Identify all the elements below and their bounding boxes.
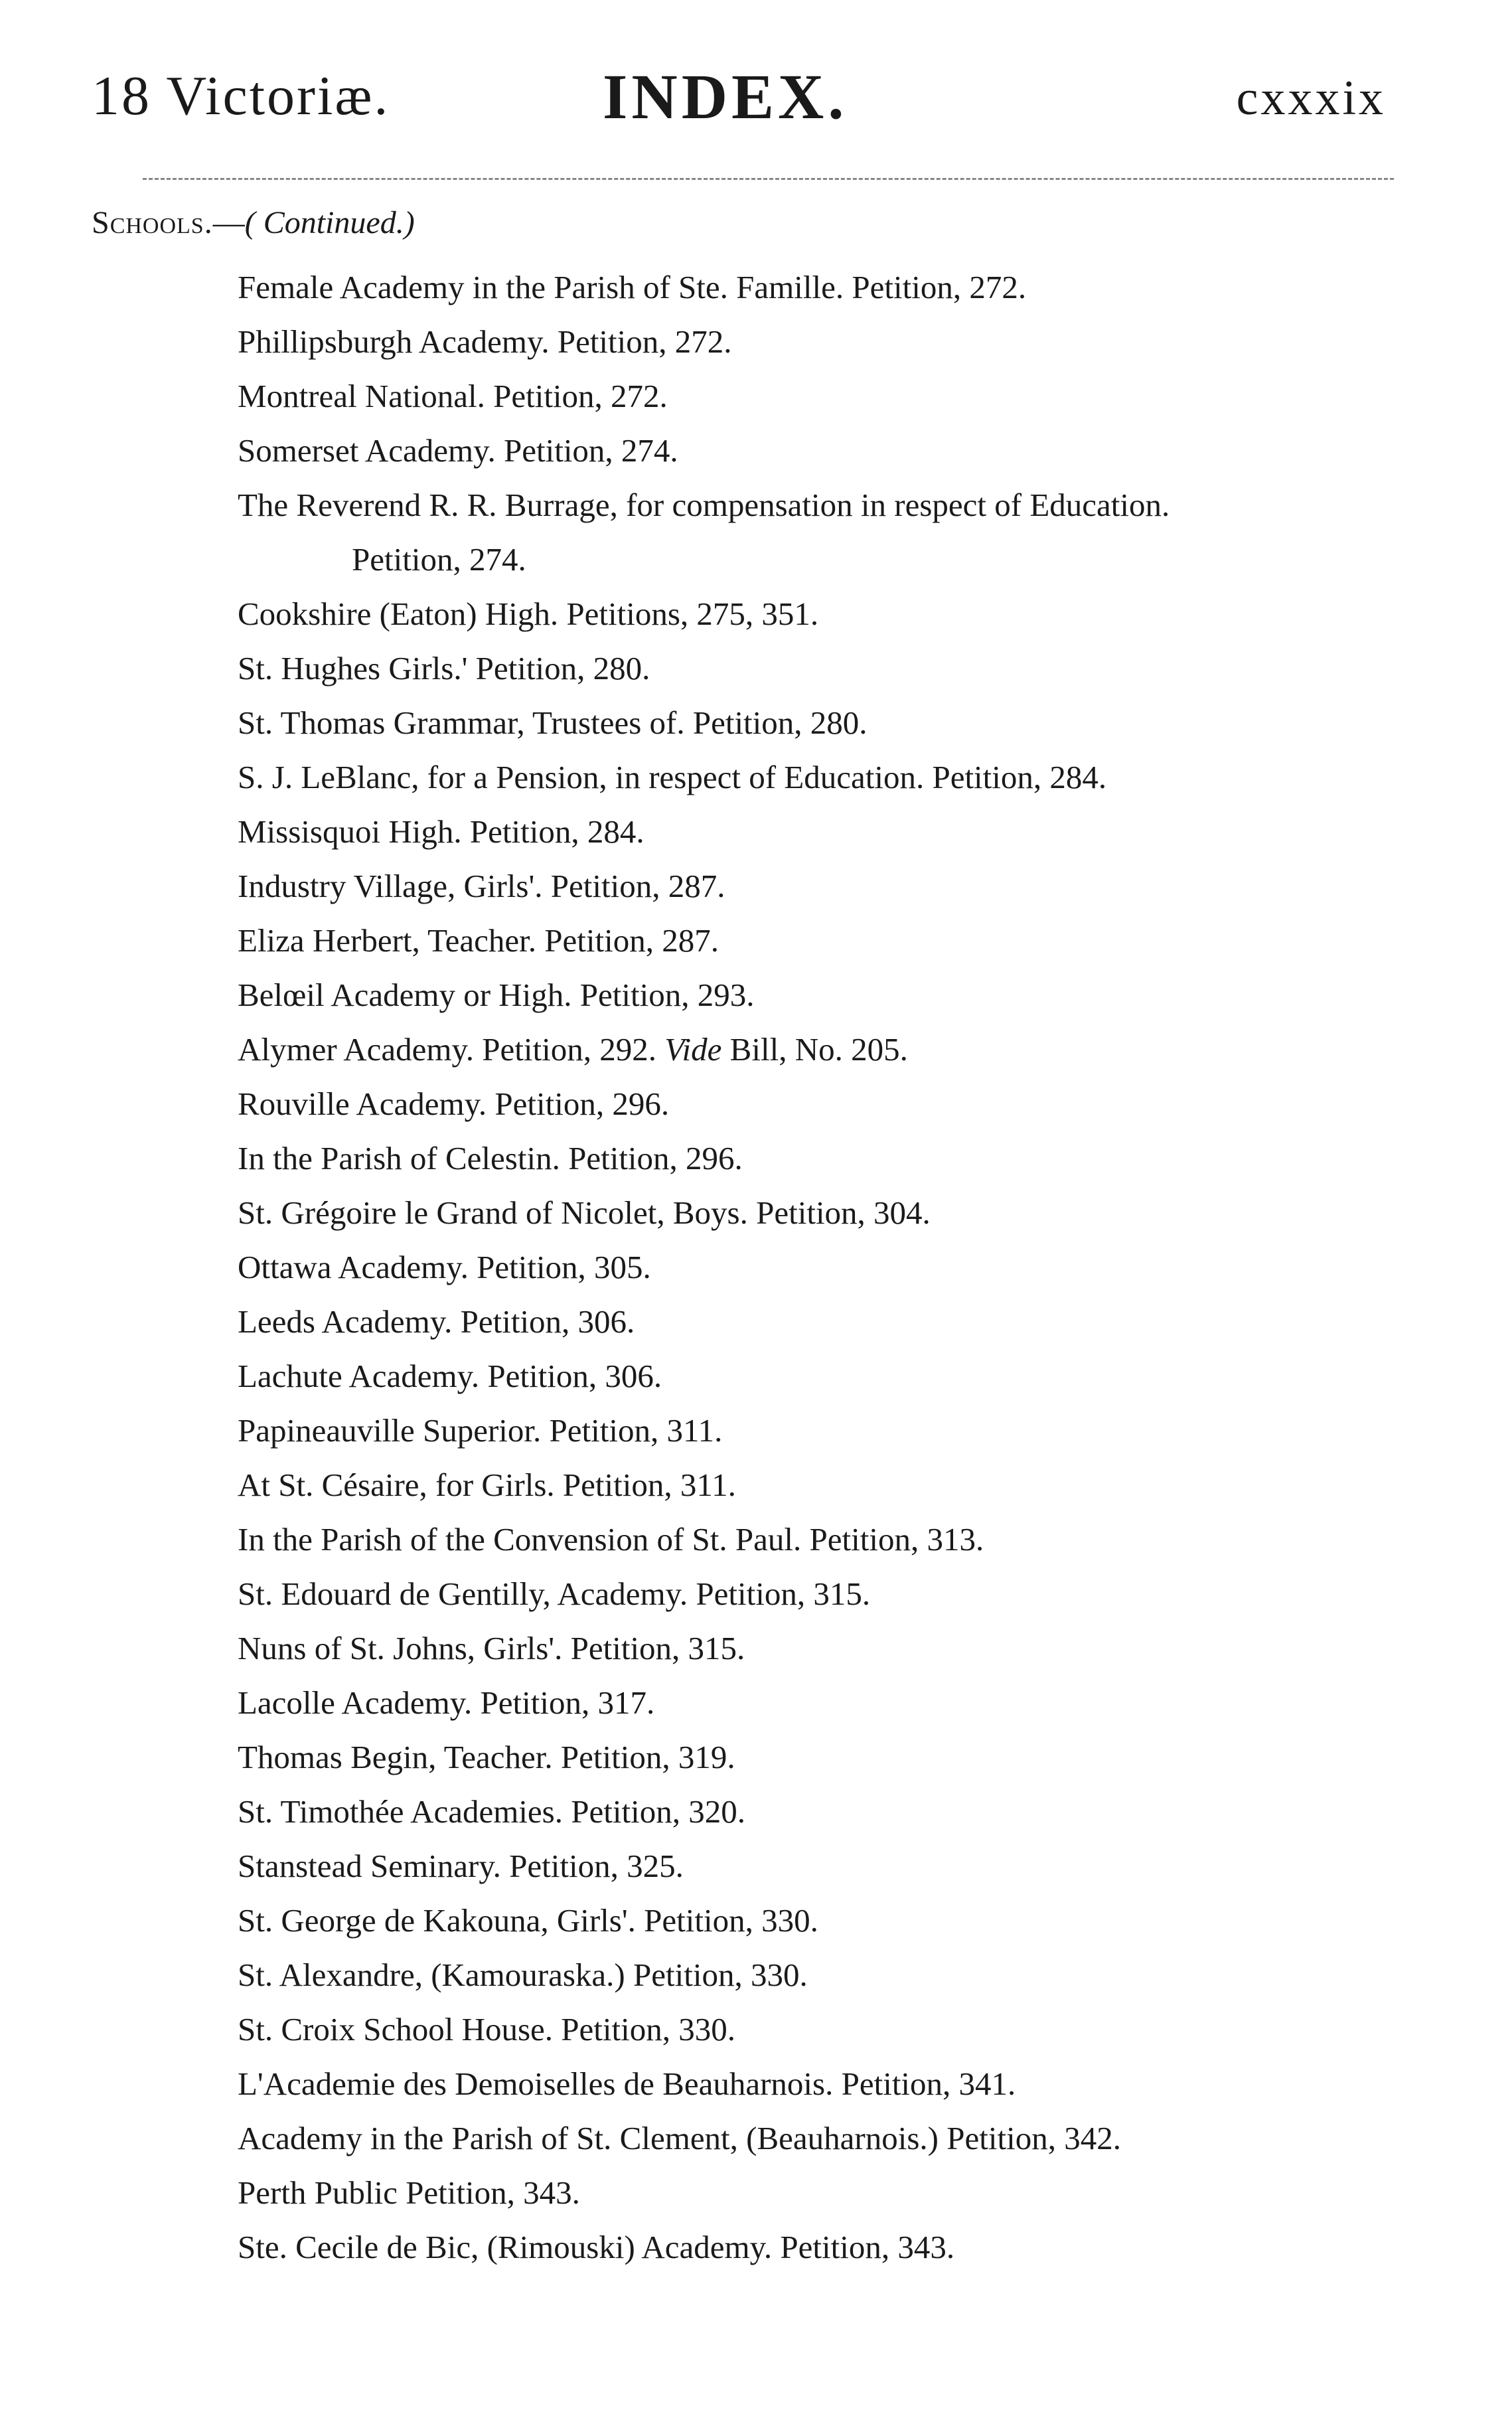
index-entry: L'Academie des Demoiselles de Beauharnois. Petition, 341. xyxy=(238,2065,1016,2102)
index-entry: Rouville Academy. Petition, 296. xyxy=(238,1086,670,1122)
index-entry: Stanstead Seminary. Petition, 325. xyxy=(238,1848,684,1884)
index-entry: Female Academy in the Parish of Ste. Famille. Petition, 272. xyxy=(238,269,1027,305)
page-title: INDEX. xyxy=(603,61,848,132)
index-entry: St. Thomas Grammar, Trustees of. Petition, 280. xyxy=(238,704,868,741)
index-entry-text: Alymer Academy. Petition, 292. xyxy=(238,1031,656,1068)
index-entry: Eliza Herbert, Teacher. Petition, 287. xyxy=(238,922,719,959)
index-entry: Missisquoi High. Petition, 284. xyxy=(238,813,644,850)
index-entry: S. J. LeBlanc, for a Pension, in respect of Education. Petition, 284. xyxy=(238,759,1107,795)
index-entry: In the Parish of Celestin. Petition, 296. xyxy=(238,1140,743,1176)
index-entry xyxy=(238,1022,1432,1077)
index-entries xyxy=(238,260,1432,2275)
bill-reference: Bill, No. 205. xyxy=(729,1031,908,1068)
index-entry: Ste. Cecile de Bic, (Rimouski) Academy. Petition, 343. xyxy=(238,2229,955,2265)
index-entry: Cookshire (Eaton) High. Petitions, 275, 351. xyxy=(238,596,819,632)
index-entry: Academy in the Parish of St. Clement, (Beauharnois.) Petition, 342. xyxy=(238,2120,1121,2156)
index-entry: Lachute Academy. Petition, 306. xyxy=(238,1358,662,1394)
index-entry: Industry Village, Girls'. Petition, 287. xyxy=(238,868,725,904)
index-entry: Somerset Academy. Petition, 274. xyxy=(238,432,678,469)
index-entry: St. Edouard de Gentilly, Academy. Petition, 315. xyxy=(238,1575,871,1612)
index-entry: Phillipsburgh Academy. Petition, 272. xyxy=(238,323,732,360)
index-entry-line: The Reverend R. R. Burrage, for compensation in respect of Education. xyxy=(238,487,1170,523)
index-entry: Leeds Academy. Petition, 306. xyxy=(238,1303,635,1340)
index-entry: In the Parish of the Convension of St. Paul. Petition, 313. xyxy=(238,1521,984,1558)
vide-reference: Vide xyxy=(664,1031,722,1068)
index-entry: Belœil Academy or High. Petition, 293. xyxy=(238,977,755,1013)
index-entry: Lacolle Academy. Petition, 317. xyxy=(238,1684,655,1721)
header-rule xyxy=(143,178,1394,180)
index-entry: St. Alexandre, (Kamouraska.) Petition, 330. xyxy=(238,1957,808,1993)
section-heading: Schools.—( Continued.) xyxy=(92,205,415,240)
continued-note: ( Continued.) xyxy=(244,205,415,240)
index-entry: Montreal National. Petition, 272. xyxy=(238,378,668,414)
index-entry: Ottawa Academy. Petition, 305. xyxy=(238,1249,651,1285)
index-entry: Thomas Begin, Teacher. Petition, 319. xyxy=(238,1739,735,1775)
running-head xyxy=(92,61,1386,137)
index-entry: St. Croix School House. Petition, 330. xyxy=(238,2011,736,2048)
regnal-year: 18 Victoriæ. xyxy=(92,65,390,127)
page-number: cxxxix xyxy=(1236,71,1386,125)
index-entry: Nuns of St. Johns, Girls'. Petition, 315. xyxy=(238,1630,745,1666)
index-entry: Perth Public Petition, 343. xyxy=(238,2174,580,2211)
section-title: Schools. xyxy=(92,205,213,240)
index-entry: St. George de Kakouna, Girls'. Petition, 330. xyxy=(238,1902,818,1939)
index-entry: St. Hughes Girls.' Petition, 280. xyxy=(238,650,650,686)
index-entry xyxy=(238,478,1432,587)
index-entry-continuation: Petition, 274. xyxy=(352,541,526,578)
index-entry: St. Grégoire le Grand of Nicolet, Boys. Petition, 304. xyxy=(238,1194,931,1231)
index-entry: At St. Césaire, for Girls. Petition, 311. xyxy=(238,1467,736,1503)
index-entry: St. Timothée Academies. Petition, 320. xyxy=(238,1793,745,1830)
index-entry: Papineauville Superior. Petition, 311. xyxy=(238,1412,723,1449)
